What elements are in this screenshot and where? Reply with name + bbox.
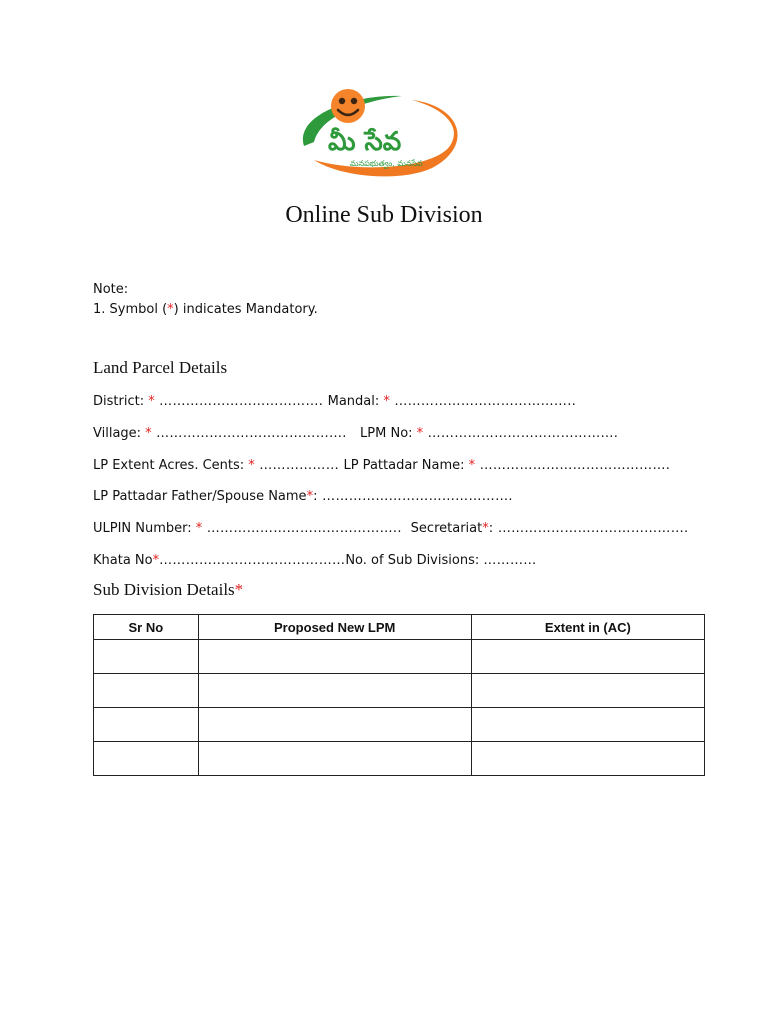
village-label: Village: xyxy=(93,426,146,441)
secretariat-field[interactable]: : ……………………………………. xyxy=(488,521,689,536)
father-spouse-field[interactable]: : ……………………………………. xyxy=(313,489,513,504)
district-field[interactable]: ………………………………. xyxy=(154,394,328,409)
sub-divisions-count-field[interactable]: ………… xyxy=(483,553,537,568)
note-prefix: 1. Symbol ( xyxy=(93,302,168,317)
ulpin-label: ULPIN Number: xyxy=(93,521,196,536)
lp-pattadar-name-label: LP Pattadar Name: xyxy=(343,458,469,473)
father-spouse-required: * xyxy=(306,489,314,504)
sub-division-heading xyxy=(93,580,243,600)
extent-cell[interactable] xyxy=(471,708,704,742)
logo-text-sub: మనపభుత్వం, మనసేవ xyxy=(350,159,423,168)
note-suffix: ) indicates Mandatory. xyxy=(173,302,318,317)
sub-division-required: * xyxy=(234,580,244,599)
mee-seva-logo xyxy=(292,86,468,178)
proposed-lpm-cell[interactable] xyxy=(198,708,471,742)
field-line-extent-pattadar xyxy=(93,458,670,473)
mandatory-symbol: * xyxy=(167,302,174,317)
secretariat-label: Secretariat xyxy=(410,521,483,536)
village-required: * xyxy=(145,426,152,441)
col-header-extent: Extent in (AC) xyxy=(471,615,704,640)
note-line xyxy=(93,300,318,320)
father-spouse-label: LP Pattadar Father/Spouse Name xyxy=(93,489,307,504)
secretariat-required: * xyxy=(482,521,489,536)
khata-no-label: Khata No xyxy=(93,553,153,568)
mee-seva-logo-graphic xyxy=(292,86,468,178)
land-parcel-heading: Land Parcel Details xyxy=(93,358,228,377)
mandal-required: * xyxy=(383,394,390,409)
sr-no-cell[interactable] xyxy=(94,674,199,708)
khata-no-field[interactable]: …………………………………… xyxy=(159,553,346,568)
note-block xyxy=(93,280,318,320)
col-header-sr-no: Sr No xyxy=(94,615,199,640)
table-row xyxy=(94,708,705,742)
table-header-row xyxy=(94,615,705,640)
district-label: District: xyxy=(93,394,149,409)
ulpin-required: * xyxy=(195,521,203,536)
khata-no-required: * xyxy=(152,553,160,568)
sr-no-cell[interactable] xyxy=(94,742,199,776)
sr-no-cell[interactable] xyxy=(94,640,199,674)
sub-divisions-count-label: No. of Sub Divisions: xyxy=(345,553,484,568)
sub-division-heading-text: Sub Division Details xyxy=(93,580,235,599)
field-line-father-spouse xyxy=(93,489,513,504)
sub-division-table xyxy=(93,614,705,776)
village-field[interactable]: ……………………………………. xyxy=(151,426,361,441)
field-line-village-lpm xyxy=(93,426,618,441)
lp-pattadar-name-required: * xyxy=(468,458,476,473)
mandal-field[interactable]: ………………………………….. xyxy=(389,394,577,409)
extent-cell[interactable] xyxy=(471,674,704,708)
district-required: * xyxy=(148,394,155,409)
lpm-no-label: LPM No: xyxy=(360,426,417,441)
logo-text-main: మీ సేవ xyxy=(328,127,402,157)
field-line-khata-subdivisions xyxy=(93,553,537,568)
extent-cell[interactable] xyxy=(471,742,704,776)
smiley-face-icon xyxy=(331,89,365,123)
lpm-no-field[interactable]: ……………………………………. xyxy=(423,426,619,441)
extent-cell[interactable] xyxy=(471,640,704,674)
lp-extent-label: LP Extent Acres. Cents: xyxy=(93,458,249,473)
field-line-district-mandal xyxy=(93,394,576,409)
page-title: Online Sub Division xyxy=(285,202,483,228)
lpm-no-required: * xyxy=(416,426,424,441)
proposed-lpm-cell[interactable] xyxy=(198,640,471,674)
proposed-lpm-cell[interactable] xyxy=(198,742,471,776)
ulpin-field[interactable]: …………………………………….. xyxy=(202,521,411,536)
lp-extent-required: * xyxy=(248,458,255,473)
sr-no-cell[interactable] xyxy=(94,708,199,742)
lp-pattadar-name-field[interactable]: ……………………………………. xyxy=(475,458,671,473)
table-row xyxy=(94,674,705,708)
note-heading: Note: xyxy=(93,282,129,297)
field-line-ulpin-secretariat xyxy=(93,521,688,536)
proposed-lpm-cell[interactable] xyxy=(198,674,471,708)
table-row xyxy=(94,742,705,776)
table-row xyxy=(94,640,705,674)
col-header-proposed-new-lpm: Proposed New LPM xyxy=(198,615,471,640)
lp-extent-field[interactable]: ……………… xyxy=(254,458,344,473)
mandal-label: Mandal: xyxy=(327,394,384,409)
